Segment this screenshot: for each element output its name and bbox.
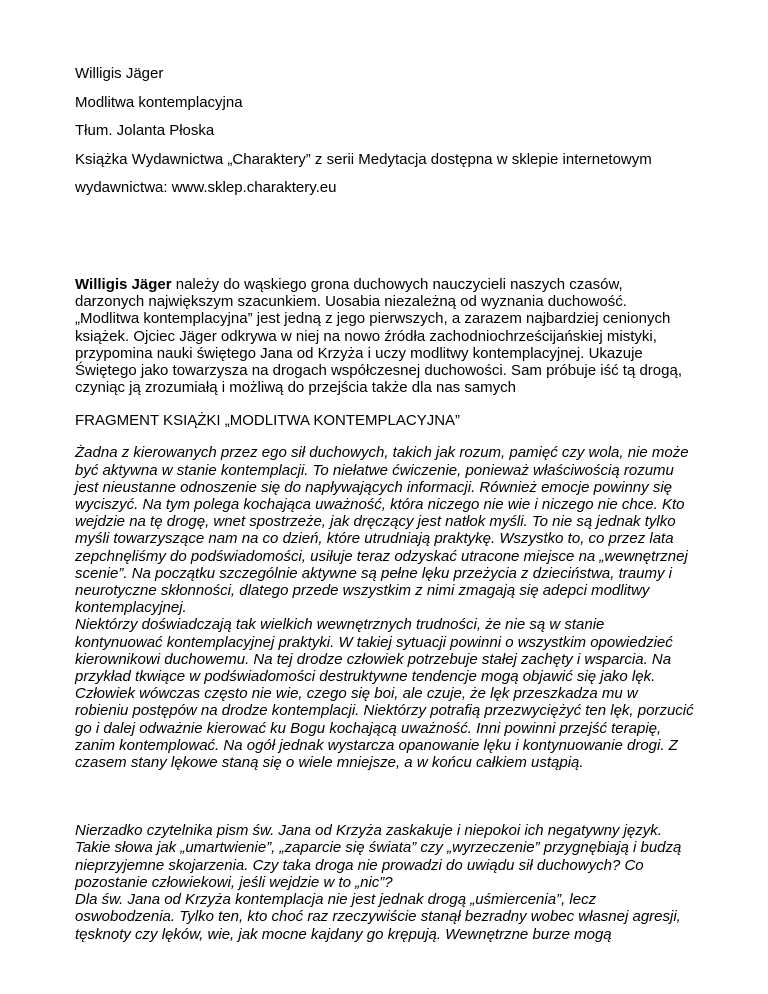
fragment-paragraph-2: Niektórzy doświadczają tak wielkich wewnętrznych trudności, że nie są w stanie kontynuować kontemplacyjnej praktyki. W takiej sytuacji powinni o wszystkim opowiedzieć kierownikowi duchowemu. Na tej drodze człowiek potrzebuje stałej zachęty i wsparcia. Na przykład tkwiące w podświadomości destruktywne tendencje mogą objawić się jako lęk. Człowiek wówczas często nie wie, czego się boi, ale czuje, że lęk przeszkadza mu w robieniu postępów na drodze kontemplacji. Niektórzy potrafią przezwyciężyć ten lęk, porzucić go i dalej odważnie kierować ku Bogu kochającą uważność. Inni powinni przejść terapię, zanim kontemplować. Na ogół jednak wystarcza opanowanie lęku i kontynuowanie drogi. Z czasem stany lękowe staną się o wiele mniejsze, a w końcu całkiem ustąpią. — [75, 616, 694, 772]
fragment-paragraph-3: Nierzadko czytelnika pism św. Jana od Krzyża zaskakuje i niepokoi ich negatywny język. Takie słowa jak „umartwienie”, „zaparcie się świata” czy „wyrzeczenie” przygnębiają i budzą nieprzyjemne skojarzenia. Czy taka droga nie prowadzi do uwiądu sił duchowych? Co pozostanie człowiekowi, jeśli wejdzie w to „nic”? — [75, 822, 682, 891]
paragraph-spacer — [75, 771, 695, 822]
publisher-line-1: Książka Wydawnictwa „Charaktery” z serii Medytacja dostępna w sklepie internetowym — [75, 150, 652, 168]
publisher-line-2: wydawnictwa: www.sklep.charaktery.eu — [75, 179, 337, 196]
bio-text: należy do wąskiego grona duchowych nauczycieli naszych czasów, darzonych największym szacunkiem. Uosabia niezależną od wyznania duchowość. „Modlitwa kontemplacyjna” jest jedną z jego pierwszych, a zarazem najbardziej cenionych książek. Ojciec Jäger odkrywa w niej na nowo źródła zachodniochrześcijańskiej mistyki, przypomina nauki świętego Jana od Krzyża i uczy modlitwy kontemplacyjnej. Ukazuje Świętego jako towarzysza na drogach współczesnej duchowości. Sam próbuje iść tą drogą, czyniąc ją zrozumiałą i możliwą do przejścia także dla nas samych — [75, 276, 682, 397]
fragment-body — [75, 444, 695, 942]
fragment-heading: FRAGMENT KSIĄŻKI „MODLITWA KONTEMPLACYJNA” — [75, 412, 461, 430]
fragment-paragraph-4: Dla św. Jana od Krzyża kontemplacja nie jest jednak drogą „uśmiercenia”, lecz oswobodzenia. Tylko ten, kto choć raz rzeczywiście stanął bezradny wobec własnej agresji, tęsknoty czy lęków, wie, jak mocne kajdany go krępują. Wewnętrzne burze mogą — [75, 891, 681, 943]
document-page — [75, 64, 695, 943]
fragment-paragraph-1: Żadna z kierowanych przez ego sił duchowych, takich jak rozum, pamięć czy wola, nie może być aktywna w stanie kontemplacji. To niełatwe ćwiczenie, ponieważ właściwością rozumu jest nieustanne odnoszenie się do napływających informacji. Również emocje powinny się wyciszyć. Na tym polega kochająca uważność, która niczego nie wie i niczego nie chce. Kto wejdzie na tę drogę, wnet spostrzeże, jak dręczący jest natłok myśli. To nie są jednak tylko myśli towarzyszące nam na co dzień, które utrudniają praktykę. Wszystko to, co przez lata zepchnęliśmy do podświadomości, usiłuje teraz odzyskać utracone miejsce na „wewnętrznej scenie”. Na początku szczególnie aktywne są pełne lęku przeżycia z dzieciństwa, traumy i neurotyczne skłonności, dlatego przede wszystkim z nimi zmagają się adepci modlitwy kontemplacyjnej. — [75, 444, 689, 617]
title-line: Modlitwa kontemplacyjna — [75, 93, 243, 111]
bio-author-name: Willigis Jäger — [75, 276, 172, 293]
author-line: Willigis Jäger — [75, 65, 164, 82]
author-bio — [75, 276, 695, 396]
translator-line: Tłum. Jolanta Płoska — [75, 122, 215, 139]
